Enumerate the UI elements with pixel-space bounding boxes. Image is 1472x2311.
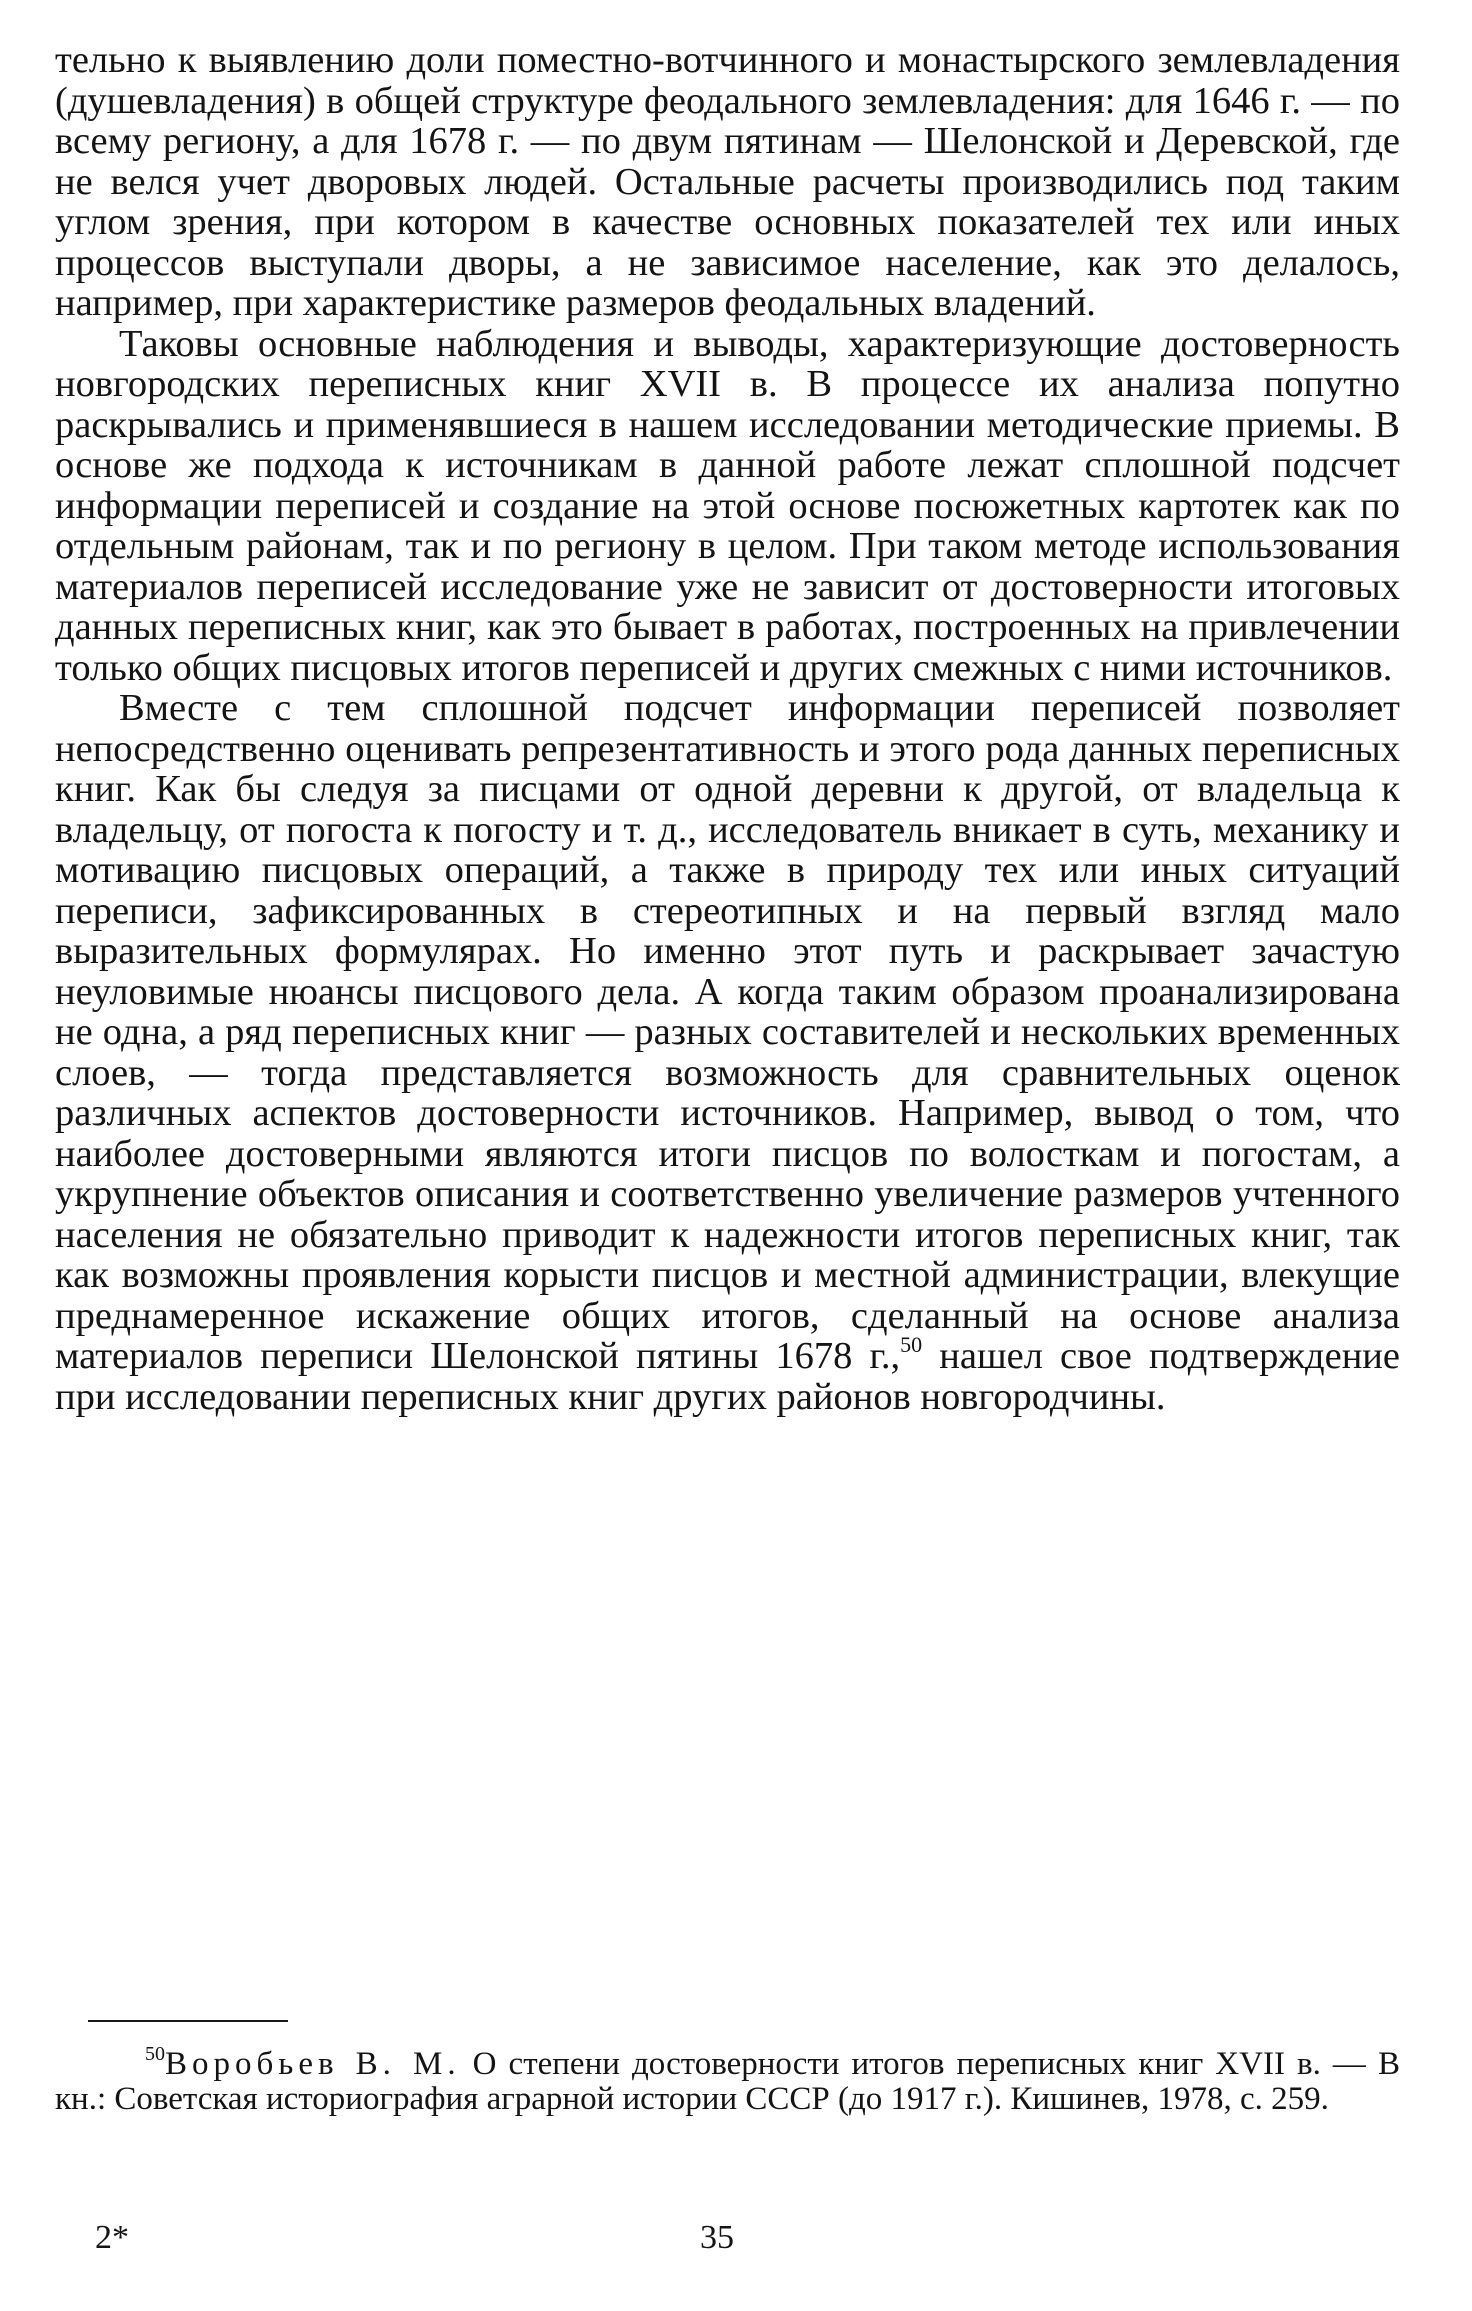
paragraph-3-text: Вместе с тем сплошной подсчет информации переписей позволяет непосредственно оценивать репрезентативность и этого рода данных переписных книг. Как бы следуя за писцами от одной деревни к другой, от владельца к владельцу, от погоста к погосту и т. д., исследователь вникает в суть, механику и мотивацию писцовых операций, а также в природу тех или иных ситуаций переписи, зафиксированных в стереотипных и на первый взгляд мало выразительных формулярах. Но именно этот путь и раскрывает зачастую неуловимые нюансы писцового дела. А когда таким образом проанализирована не одна, а ряд переписных книг — разных составителей и нескольких временных слоев, — тогда представляется возможность для сравнительных оценок различных аспектов достоверности источников. Например, вывод о том, что наиболее достоверными являются итоги писцов по волосткам и погостам, а укрупнение объектов описания и соответственно увеличение размеров учтенного населения не обязательно приводит к надежности итогов переписных книг, так как возможны проявления корысти писцов и местной администрации, влекущие преднамеренное искажение общих итогов, сделанный на основе анализа материалов переписи Шелонской пятины 1678 г., — [55, 687, 1400, 1377]
paragraph-1: тельно к выявлению доли поместно-вотчинного и монастырского землевладения (душевладения) в общей структуре феодального землевладения: для 1646 г. — по всему региону, а для 1678 г. — по двум пятинам — Шелонской и Деревской, где не велся учет дворовых людей. Остальные расчеты производились под таким углом зрения, при котором в качестве основных показателей тех или иных процессов выступали дворы, а не зависимое население, как это делалось, например, при характеристике размеров феодальных владений. — [55, 39, 1400, 324]
paragraph-2: Таковы основные наблюдения и выводы, характеризующие достоверность новгородских переписных книг XVII в. В процессе их анализа попутно раскрывались и применявшиеся в нашем исследовании методические приемы. В основе же подхода к источникам в данной работе лежат сплошной подсчет информации переписей и создание на этой основе посюжетных картотек как по отдельным районам, так и по региону в целом. При таком методе использования материалов переписей исследование уже не зависит от достоверности итоговых данных переписных книг, как это бывает в работах, построенных на привлечении только общих писцовых итогов переписей и других смежных с ними источников. — [55, 322, 1400, 689]
page-number: 35 — [700, 2219, 734, 2256]
footnote — [55, 2043, 1401, 2117]
printer-signature-mark: 2* — [95, 2219, 129, 2256]
main-text — [55, 40, 1400, 1417]
footnote-separator — [88, 2020, 288, 2022]
footnote-reference[interactable]: 50 — [900, 1332, 923, 1357]
paragraph-3 — [55, 688, 1400, 1417]
footnote-author: Воробьев В. М. — [165, 2046, 461, 2082]
footnote-number: 50 — [145, 2043, 165, 2065]
footnote-text: О степени достоверности итогов переписных книг XVII в. — В кн.: Советская историография аграрной истории СССР (до 1917 г.). Кишинев, 1978, с. 259. — [55, 2046, 1401, 2117]
paragraph-3-text-end: нашел свое подтверждение при исследовании переписных книг других районов новгородчины. — [55, 1335, 1400, 1418]
